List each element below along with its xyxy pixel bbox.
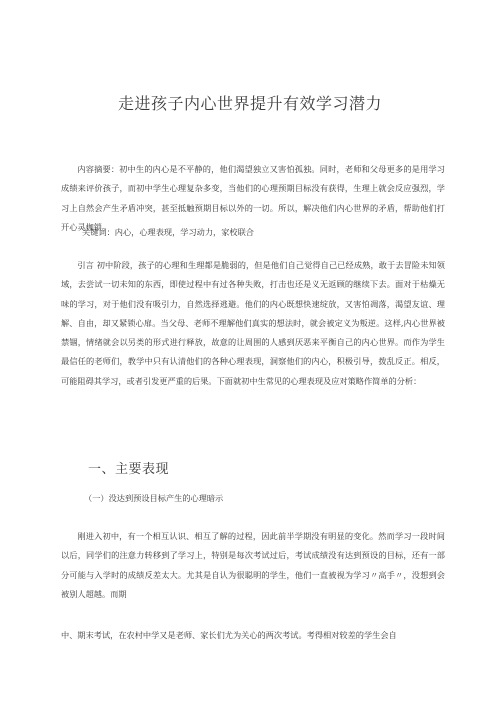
keywords-line: 关键词：内心，心理表现，学习动力，家校联合: [82, 227, 254, 237]
subsection-heading-unmet-goals: （一）没达到预设目标产生的心理暗示: [84, 493, 224, 503]
document-title: 走进孩子内心世界提升有效学习潜力: [117, 94, 382, 113]
introduction-paragraph: 引言 初中阶段，孩子的心理和生理都是脆弱的，但是他们自己觉得自己已经成熟，敢于去冒险未知领域，去尝试一切未知的东西，即使过程中有过各种失败，打击也还是义无返顾的继续下去。面对于枯燥无味的学习，对于他们没有吸引力，自然选择逃避。他们的内心既想快速绽放，又害怕凋落，渴望友谊、理解、自由，却又紧锁心扉。当父母、老师不理解他们真实的想法时，就会被定义为叛逆。这样,内心世界被禁锢，情绪就会以另类的形式进行释放，故意的让周围的人感到厌恶来平衡自己的内心世界。而作为学生最信任的老师们，教学中只有认清他们的各种心理表现，洞察他们的内心，积极引导，拨乱反正。相反，可能阻碍其学习，或者引发更严重的后果。下面就初中生常见的心理表现及应对策略作简单的分析：: [61, 260, 445, 386]
section-heading-main-performance: 一、主要表现: [88, 462, 170, 477]
body-paragraph: 刚进入初中，有一个相互认识、相互了解的过程，因此前半学期没有明显的变化。然而学习一段时间以后，同学们的注意力转移到了学习上，特别是每次考试过后，考试成绩没有达到预设的目标，还有一部分可能与入学时的成绩反差太大。尤其是自认为很聪明的学生，他们一直被视为学习〃高手〃，没想到会被别人超越。而期: [61, 531, 445, 599]
abstract-paragraph: 内容摘要：初中生的内心是不平静的，他们渴望独立又害怕孤独。同时，老师和父母更多的是用学习成绩来评价孩子，而初中学生心理复杂多变，当他们的心理预期目标没有获得，生理上就会反应强烈，学习上自然会产生矛盾冲突，甚至抵触预期目标以外的一切。所以，解决他们内心世界的矛盾，帮助他们打开心灵枷锁。: [61, 164, 445, 232]
body-paragraph-continued: 中、期末考试，在农村中学又是老师、家长们尤为关心的两次考试。考得相对较差的学生会自: [61, 630, 397, 640]
